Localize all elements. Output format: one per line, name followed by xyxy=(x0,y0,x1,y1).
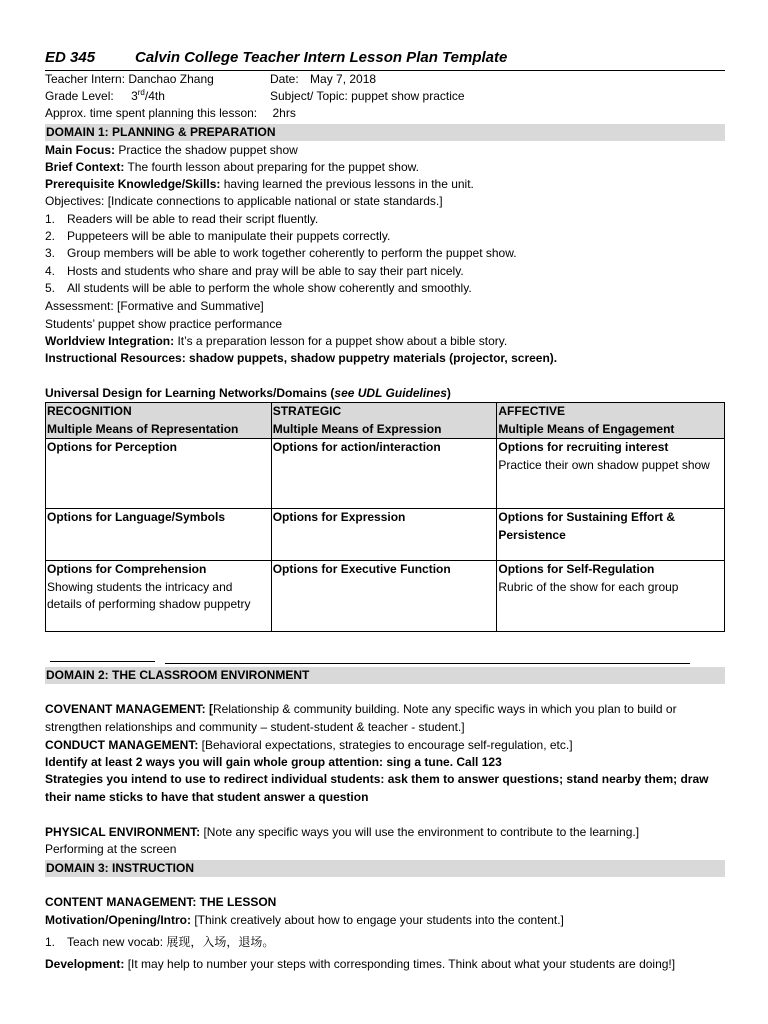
brief-context: Brief Context: The fourth lesson about preparing for the puppet show. xyxy=(45,160,419,174)
subject-label: Subject/ Topic: xyxy=(270,89,348,103)
table-row xyxy=(46,561,725,632)
physical-environment: PHYSICAL ENVIRONMENT: [Note any specific ways you will use the environment to contribute to the learning.] xyxy=(45,825,640,839)
udl-cell: Options for Comprehension Showing students the intricacy and details of performing shadow puppetry xyxy=(46,561,272,632)
divider-line xyxy=(165,663,690,664)
time-label: Approx. time spent planning this lesson: xyxy=(45,106,258,120)
date-value: May 7, 2018 xyxy=(310,72,377,86)
objectives: Objectives: [Indicate connections to applicable national or state standards.] xyxy=(45,194,443,208)
table-row xyxy=(46,509,725,561)
document-title xyxy=(45,49,507,67)
subject-row xyxy=(270,88,465,106)
objective-item: 2. Puppeteers will be able to manipulate their puppets correctly. xyxy=(45,229,391,243)
domain1-heading: DOMAIN 1: PLANNING & PREPARATION xyxy=(45,124,725,141)
title-text: Calvin College Teacher Intern Lesson Plan Template xyxy=(135,49,508,66)
udl-cell: Options for action/interaction xyxy=(271,439,497,509)
domain2-heading: DOMAIN 2: THE CLASSROOM ENVIRONMENT xyxy=(45,667,725,684)
physical-detail: Performing at the screen xyxy=(45,842,177,856)
objective-item: 3. Group members will be able to work together coherently to perform the puppet show. xyxy=(45,246,517,260)
udl-guidelines-link[interactable]: see UDL Guidelines xyxy=(334,386,447,400)
udl-col-affective: AFFECTIVE Multiple Means of Engagement xyxy=(497,403,725,439)
grade-row xyxy=(45,88,165,106)
content-management: CONTENT MANAGEMENT: THE LESSON xyxy=(45,895,277,909)
motivation: Motivation/Opening/Intro: [Think creatively about how to engage your students into the content.] xyxy=(45,913,564,927)
resources: Instructional Resources: shadow puppets, shadow puppetry materials (projector, screen). xyxy=(45,351,558,365)
objective-item: 5. All students will be able to perform the whole show coherently and smoothly. xyxy=(45,281,472,295)
assessment-detail: Students’ puppet show practice performance xyxy=(45,317,283,331)
attention-strategies: Identify at least 2 ways you will gain whole group attention: sing a tune. Call 123 xyxy=(45,755,502,769)
grade-value: 3rd/4th xyxy=(131,88,165,103)
conduct-management: CONDUCT MANAGEMENT: [Behavioral expectations, strategies to encourage self-regulation, etc.] xyxy=(45,738,573,752)
teacher-label: Teacher Intern: xyxy=(45,72,126,86)
teacher-name: Danchao Zhang xyxy=(128,72,214,86)
udl-cell: Options for Executive Function xyxy=(271,561,497,632)
domain3-heading: DOMAIN 3: INSTRUCTION xyxy=(45,860,725,877)
udl-cell: Options for Perception xyxy=(46,439,272,509)
development: Development: [It may help to number your steps with corresponding times. Think about what your students are doing!] xyxy=(45,957,676,971)
worldview: Worldview Integration: It’s a preparation lesson for a puppet show about a bible story. xyxy=(45,334,508,348)
divider-line xyxy=(50,661,155,662)
subject-value: puppet show practice xyxy=(351,89,465,103)
redirect-strategies: Strategies you intend to use to redirect individual students: ask them to answer questions; stand nearby them; draw their name sticks to have that student answer a question xyxy=(45,772,709,804)
time-row xyxy=(45,105,296,123)
date-label: Date: xyxy=(270,72,299,86)
grade-label: Grade Level: xyxy=(45,89,114,103)
date-row xyxy=(270,71,376,89)
time-value: 2hrs xyxy=(272,106,296,120)
udl-cell: Options for Expression xyxy=(271,509,497,561)
udl-col-strategic: STRATEGIC Multiple Means of Expression xyxy=(271,403,497,439)
udl-cell: Options for Sustaining Effort & Persistence xyxy=(497,509,725,561)
objective-item: 4. Hosts and students who share and pray will be able to say their part nicely. xyxy=(45,264,464,278)
udl-table xyxy=(45,402,725,632)
table-row xyxy=(46,439,725,509)
vocab-item: 1. Teach new vocab: 展现，入场，退场。 xyxy=(45,935,275,949)
teacher-row xyxy=(45,71,214,89)
objective-item: 1. Readers will be able to read their script fluently. xyxy=(45,212,319,226)
udl-cell: Options for Language/Symbols xyxy=(46,509,272,561)
course-code: ED 345 xyxy=(45,49,96,66)
assessment: Assessment: [Formative and Summative] xyxy=(45,299,264,313)
udl-header-row xyxy=(46,403,725,439)
udl-heading: Universal Design for Learning Networks/Domains (see UDL Guidelines) xyxy=(45,386,451,400)
main-focus: Main Focus: Practice the shadow puppet show xyxy=(45,143,298,157)
udl-cell: Options for Self-Regulation Rubric of the show for each group xyxy=(497,561,725,632)
udl-cell: Options for recruiting interest Practice their own shadow puppet show xyxy=(497,439,725,509)
covenant-management: COVENANT MANAGEMENT: [Relationship & community building. Note any specific ways in which you plan to build or strengthen relationships and community – student-student & teacher - student.] xyxy=(45,702,677,734)
udl-col-recognition: RECOGNITION Multiple Means of Representation xyxy=(46,403,272,439)
prerequisite: Prerequisite Knowledge/Skills: having learned the previous lessons in the unit. xyxy=(45,177,474,191)
